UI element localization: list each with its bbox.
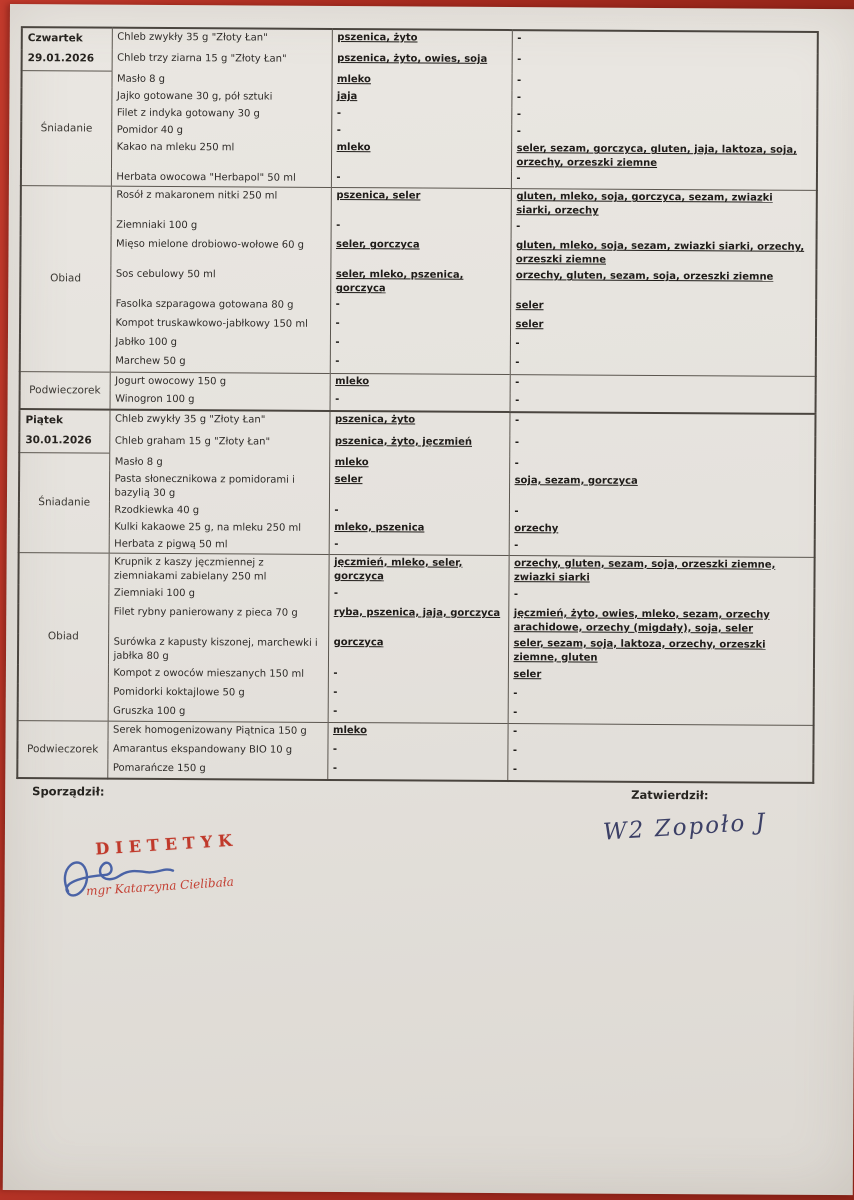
allergen-primary-cell — [331, 188, 511, 220]
food-item-cell: Chleb graham 15 g "Złoty Łan" — [109, 432, 329, 454]
allergen-text: pszenica, seler — [336, 190, 421, 202]
menu-row — [18, 603, 814, 638]
allergen-primary-cell — [329, 520, 509, 538]
meal-label-cell: Podwieczorek — [20, 371, 110, 410]
allergen-primary-cell — [331, 140, 511, 171]
food-item-cell: Krupnik z kaszy jęczmiennej z ziemniakami zabielany 250 ml — [108, 553, 328, 586]
dash: - — [515, 338, 520, 350]
allergen-primary-cell — [330, 237, 510, 268]
dash: - — [334, 538, 339, 550]
approver-signature-handwriting: W2 Zopoło J — [602, 809, 768, 846]
allergen-secondary-cell — [508, 636, 814, 669]
allergen-primary-cell — [328, 704, 508, 724]
allergen-primary-cell — [329, 537, 509, 556]
menu-row — [17, 759, 813, 783]
allergen-primary-cell — [329, 455, 509, 473]
allergen-primary-cell — [331, 170, 511, 189]
allergen-primary-cell — [327, 761, 507, 781]
food-item-cell: Ziemniaki 100 g — [108, 584, 328, 604]
food-item-cell: Kakao na mleku 250 ml — [111, 139, 331, 170]
dash: - — [513, 687, 518, 699]
meal-label-cell: Śniadanie — [21, 70, 112, 186]
allergen-secondary-cell — [510, 317, 816, 338]
dash: - — [333, 587, 339, 599]
allergen-primary-cell — [330, 267, 510, 298]
allergen-primary-cell — [328, 666, 508, 686]
dash: - — [332, 743, 338, 755]
food-item-cell: Rosół z makaronem nitki 250 ml — [111, 186, 331, 218]
food-item-cell: Pomidor 40 g — [111, 122, 331, 140]
dash: - — [514, 457, 519, 469]
food-item-cell: Amarantus ekspandowany BIO 10 g — [107, 740, 327, 760]
dietitian-stamp — [54, 820, 279, 914]
allergen-secondary-cell — [510, 336, 816, 357]
menu-row — [19, 470, 815, 506]
allergen-primary-cell — [332, 51, 512, 73]
allergen-primary-cell — [328, 586, 508, 606]
allergen-secondary-cell — [510, 393, 816, 414]
food-item-cell: Marchew 50 g — [110, 353, 330, 373]
dash: - — [335, 337, 340, 349]
allergen-secondary-cell — [510, 298, 816, 319]
food-item-cell: Chleb zwykły 35 g "Złoty Łan" — [109, 410, 329, 434]
dash: - — [516, 126, 521, 138]
meal-label-cell: Obiad — [20, 186, 111, 372]
allergen-text: gorczyca — [333, 636, 384, 649]
allergen-text: pszenica, żyto — [337, 32, 418, 44]
dash: - — [513, 726, 518, 738]
allergen-secondary-cell — [508, 587, 814, 608]
allergen-secondary-cell — [511, 73, 817, 92]
allergen-text: seler — [513, 668, 542, 681]
allergen-text: mleko — [333, 725, 367, 737]
dash: - — [333, 667, 338, 679]
dash: - — [514, 539, 519, 551]
allergen-text: seler, sezam, soja, laktoza, orzechy, orzeszki ziemne, gluten — [513, 637, 766, 664]
food-item-cell: Filet rybny panierowany z pieca 70 g — [108, 603, 328, 634]
allergen-primary-cell — [331, 218, 511, 238]
menu-table-body — [17, 27, 818, 783]
approved-by-label: Zatwierdził: — [631, 787, 709, 803]
prepared-by-label: Sporządził: — [32, 784, 105, 799]
food-item-cell: Masło 8 g — [109, 453, 329, 471]
allergen-text: seler — [515, 319, 544, 331]
allergen-secondary-cell — [509, 504, 815, 523]
allergen-text: orzechy, gluten, sezam, soja, orzeszki ziemne, zwiazki siarki — [513, 557, 776, 584]
allergen-text: mleko, pszenica — [334, 521, 425, 534]
food-item-cell: Herbata owocowa "Herbapol" 50 ml — [111, 169, 331, 188]
allergen-text: mleko — [337, 74, 371, 86]
dash: - — [517, 54, 522, 66]
allergen-secondary-cell — [510, 268, 816, 300]
allergen-primary-cell — [332, 29, 512, 52]
dash: - — [516, 173, 521, 185]
dash: - — [336, 108, 342, 120]
dash: - — [515, 395, 520, 407]
menu-row — [21, 186, 817, 221]
food-item-cell: Masło 8 g — [111, 71, 331, 89]
dash: - — [516, 221, 521, 233]
allergen-primary-cell — [331, 123, 511, 141]
allergen-secondary-cell — [507, 762, 813, 783]
meal-label-cell: Obiad — [18, 552, 109, 721]
food-item-cell: Kulki kakaowe 25 g, na mleku 250 ml — [109, 518, 329, 536]
dash: - — [335, 318, 340, 330]
menu-row — [20, 235, 816, 270]
allergen-secondary-cell — [512, 30, 818, 54]
allergen-secondary-cell — [509, 412, 815, 436]
allergen-primary-cell — [331, 72, 511, 90]
food-item-cell: Pomarańcze 150 g — [107, 759, 327, 779]
allergen-secondary-cell — [508, 686, 814, 707]
dash: - — [333, 686, 338, 698]
food-item-cell: Filet z indyka gotowany 30 g — [111, 105, 331, 123]
meal-label-cell: Śniadanie — [19, 453, 110, 553]
allergen-primary-cell — [327, 723, 507, 743]
allergen-secondary-cell — [511, 141, 817, 173]
dash: - — [336, 125, 341, 137]
day-header-cell — [22, 27, 112, 71]
menu-row — [20, 265, 816, 300]
allergen-primary-cell — [328, 605, 508, 636]
allergen-primary-cell — [330, 373, 510, 393]
food-item-cell: Ziemniaki 100 g — [111, 217, 331, 237]
allergen-text: seler — [334, 473, 363, 485]
allergen-text: seler — [515, 300, 544, 312]
allergen-text: jaja — [336, 91, 358, 103]
food-item-cell: Rzodkiewka 40 g — [109, 501, 329, 519]
dash: - — [513, 588, 519, 600]
dash: - — [512, 744, 518, 756]
allergen-primary-cell — [330, 392, 510, 412]
allergen-secondary-cell — [509, 435, 815, 458]
allergen-secondary-cell — [511, 219, 817, 240]
menu-row — [18, 552, 814, 588]
allergen-text: seler, sezam, gorczyca, gluten, jaja, laktoza, soja, orzechy, orzeszki ziemne — [516, 143, 797, 170]
allergen-secondary-cell — [508, 606, 814, 638]
food-item-cell: Sos cebulowy 50 ml — [110, 266, 330, 297]
allergen-secondary-cell — [512, 52, 818, 75]
allergen-secondary-cell — [510, 355, 816, 376]
dash: - — [335, 356, 340, 368]
allergen-secondary-cell — [511, 107, 817, 126]
food-item-cell: Winogron 100 g — [110, 391, 330, 411]
dash: - — [513, 706, 518, 718]
allergen-primary-cell — [327, 742, 507, 762]
allergen-text: mleko — [334, 456, 369, 468]
stamp-name: mgr Katarzyna Cielibała — [85, 874, 235, 899]
day-name: Piątek — [25, 414, 64, 427]
allergen-text: pszenica, żyto, owies, soja — [337, 53, 488, 66]
food-item-cell: Kompot truskawkowo-jabłkowy 150 ml — [110, 315, 330, 335]
allergen-secondary-cell — [508, 705, 814, 726]
dash: - — [514, 505, 519, 517]
dash: - — [517, 33, 522, 45]
allergen-primary-cell — [328, 635, 508, 667]
menu-row — [21, 138, 817, 173]
allergen-text: orzechy — [514, 522, 559, 535]
dash: - — [516, 109, 522, 121]
dash: - — [334, 504, 339, 516]
dash: - — [514, 415, 520, 427]
dash: - — [333, 705, 338, 717]
allergen-secondary-cell — [508, 667, 814, 688]
food-item-cell: Fasolka szparagowa gotowana 80 g — [110, 296, 330, 316]
dash: - — [514, 436, 520, 448]
allergen-primary-cell — [331, 89, 511, 107]
food-item-cell: Surówka z kapusty kiszonej, marchewki i jabłka 80 g — [108, 633, 328, 665]
allergen-primary-cell — [328, 685, 508, 705]
dash: - — [335, 394, 340, 406]
allergen-text: gluten, mleko, soja, sezam, zwiazki siarki, orzechy, orzeszki ziemne — [515, 240, 805, 267]
allergen-secondary-cell — [511, 171, 817, 190]
allergen-text: seler, gorczyca — [336, 239, 420, 251]
allergen-text: pszenica, żyto, jęczmień — [334, 435, 473, 448]
allergen-primary-cell — [330, 316, 510, 336]
allergen-primary-cell — [330, 354, 510, 374]
allergen-secondary-cell — [509, 538, 815, 557]
meal-label-cell: Podwieczorek — [17, 721, 107, 779]
food-item-cell: Chleb zwykły 35 g "Złoty Łan" — [112, 28, 332, 52]
food-item-cell: Jajko gotowane 30 g, pół sztuki — [111, 88, 331, 106]
menu-row — [18, 633, 814, 669]
food-item-cell: Jabłko 100 g — [110, 334, 330, 354]
allergen-secondary-cell — [507, 743, 813, 764]
dash: - — [512, 763, 518, 775]
day-date: 29.01.2026 — [27, 52, 95, 65]
food-item-cell: Kompot z owoców mieszanych 150 ml — [108, 664, 328, 684]
dash: - — [332, 762, 338, 774]
allergen-primary-cell — [329, 434, 509, 456]
food-item-cell: Herbata z pigwą 50 ml — [109, 535, 329, 554]
allergen-text: orzechy, gluten, sezam, soja, orzeszki ziemne — [515, 270, 774, 284]
allergen-text: mleko — [336, 142, 371, 154]
food-item-cell: Pomidorki koktajlowe 50 g — [108, 683, 328, 703]
allergen-primary-cell — [329, 503, 509, 521]
allergen-text: seler, mleko, pszenica, gorczyca — [335, 269, 464, 295]
dash: - — [336, 220, 341, 232]
menu-table — [16, 26, 819, 784]
allergen-secondary-cell — [507, 724, 813, 745]
allergen-text: jęczmień, mleko, seler, gorczyca — [333, 556, 463, 583]
allergen-text: soja, sezam, gorczyca — [514, 474, 638, 487]
dash: - — [516, 92, 522, 104]
dash: - — [515, 376, 520, 388]
food-item-cell: Gruszka 100 g — [108, 702, 328, 722]
day-date: 30.01.2026 — [25, 434, 92, 447]
allergen-text: gluten, mleko, soja, gorczyca, sezam, zwiazki siarki, orzechy — [516, 191, 773, 217]
day-name: Czwartek — [27, 32, 83, 45]
allergen-primary-cell — [329, 411, 509, 434]
dash: - — [336, 172, 341, 184]
allergen-secondary-cell — [510, 238, 816, 270]
dash: - — [335, 299, 340, 311]
allergen-secondary-cell — [511, 90, 817, 109]
dash: - — [517, 75, 522, 87]
allergen-secondary-cell — [511, 189, 817, 221]
allergen-secondary-cell — [508, 555, 814, 588]
allergen-primary-cell — [329, 472, 509, 504]
allergen-text: jęczmień, żyto, owies, mleko, sezam, orzechy arachidowe, orzechy (migdały), soja, seler — [513, 607, 770, 635]
allergen-text: mleko — [335, 375, 370, 388]
food-item-cell: Pasta słonecznikowa z pomidorami i bazylią 30 g — [109, 470, 329, 502]
allergen-primary-cell — [331, 106, 511, 124]
allergen-secondary-cell — [511, 124, 817, 143]
allergen-secondary-cell — [509, 473, 815, 506]
dietitian-signature-scribble — [51, 839, 205, 910]
allergen-primary-cell — [330, 297, 510, 317]
allergen-secondary-cell — [509, 521, 815, 540]
allergen-secondary-cell — [510, 374, 816, 395]
allergen-text: ryba, pszenica, jaja, gorczyca — [333, 606, 501, 619]
food-item-cell: Chleb trzy ziarna 15 g "Złoty Łan" — [112, 50, 332, 72]
allergen-primary-cell — [328, 554, 508, 587]
food-item-cell: Jogurt owocowy 150 g — [110, 372, 330, 392]
stamp-title: DIETETYK — [94, 830, 239, 859]
allergen-secondary-cell — [509, 456, 815, 475]
food-item-cell: Serek homogenizowany Piątnica 150 g — [108, 721, 328, 741]
food-item-cell: Mięso mielone drobiowo-wołowe 60 g — [110, 236, 330, 267]
paper-sheet — [3, 4, 854, 1195]
dash: - — [515, 357, 520, 369]
allergen-primary-cell — [330, 335, 510, 355]
day-header-cell — [19, 409, 109, 453]
allergen-text: pszenica, żyto — [334, 414, 416, 426]
